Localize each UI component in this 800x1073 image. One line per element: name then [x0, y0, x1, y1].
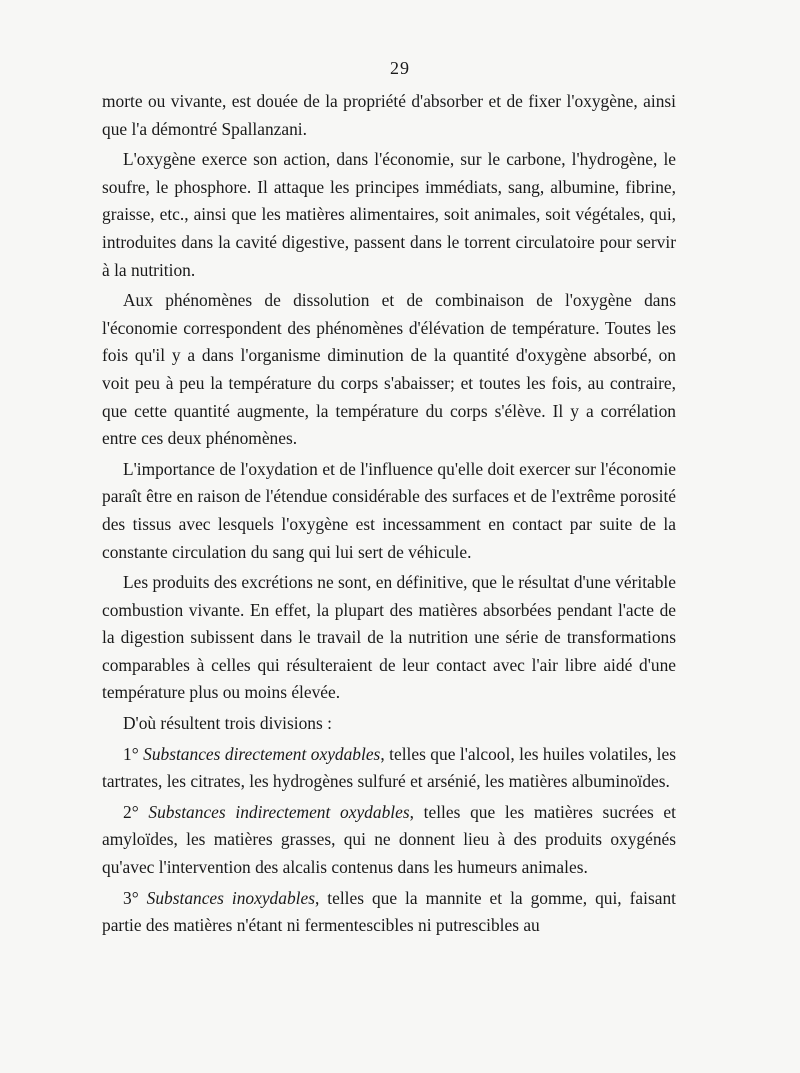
division-text: , telles que la mannite et la gomme, qui, faisant partie des matières n'étant ni fermentescibles ni putrescibles au [102, 887, 676, 936]
paragraph: Les produits des excrétions ne sont, en définitive, que le résultat d'une véritable combustion vivante. En effet, la plupart des matières absorbées pendant l'acte de la digestion subissent dans le travail de la nutrition une série de transformations comparables à celles qui résulteraient de leur contact avec l'air libre aidé d'une température plus ou moins élevée. [102, 572, 676, 703]
body-text [102, 88, 676, 943]
division-item [102, 799, 676, 882]
division-number: 1° [123, 743, 139, 764]
paragraph: L'importance de l'oxydation et de l'influence qu'elle doit exercer sur l'économie paraît être en raison de l'étendue considérable des surfaces et de l'extrême porosité des tissus avec lesquels l'oxygène est incessamment en contact par suite de la constante circulation du sang qui lui sert de véhicule. [102, 458, 676, 562]
division-text: , telles que l'alcool, les huiles volatiles, les tartrates, les citrates, les hydrogènes sulfuré et arsénié, les matières albuminoïdes. [102, 743, 676, 792]
page-number: 29 [390, 58, 410, 78]
division-title: Substances directement oxydables [143, 743, 381, 764]
division-number: 2° [123, 801, 139, 822]
division-title: Substances indirectement oxydables [148, 801, 410, 822]
division-item [102, 741, 676, 796]
paragraph: morte ou vivante, est douée de la propriété d'absorber et de fixer l'oxygène, ainsi que l'a démontré Spallanzani. [102, 91, 676, 139]
division-item [102, 885, 676, 940]
paragraph: D'où résultent trois divisions : [123, 713, 332, 734]
division-text: , telles que les matières sucrées et amyloïdes, les matières grasses, qui ne donnent lieu à des produits oxygénés qu'avec l'intervention des alcalis contenus dans les humeurs animales. [102, 801, 676, 878]
division-number: 3° [123, 887, 139, 908]
division-title: Substances inoxydables [146, 887, 315, 908]
paragraph: L'oxygène exerce son action, dans l'économie, sur le carbone, l'hydrogène, le soufre, le phosphore. Il attaque les principes immédiats, sang, albumine, fibrine, graisse, etc., ainsi que les matières alimentaires, soit animales, soit végétales, qui, introduites dans la cavité digestive, passent dans le torrent circulatoire pour servir à la nutrition. [102, 149, 676, 280]
paragraph: Aux phénomènes de dissolution et de combinaison de l'oxygène dans l'économie correspondent des phénomènes d'élévation de température. Toutes les fois qu'il y a dans l'organisme diminution de la quantité d'oxygène absorbé, on voit peu à peu la température du corps s'abaisser; et toutes les fois, au contraire, que cette quantité augmente, la température du corps s'élève. Il y a corrélation entre ces deux phénomènes. [102, 290, 676, 449]
